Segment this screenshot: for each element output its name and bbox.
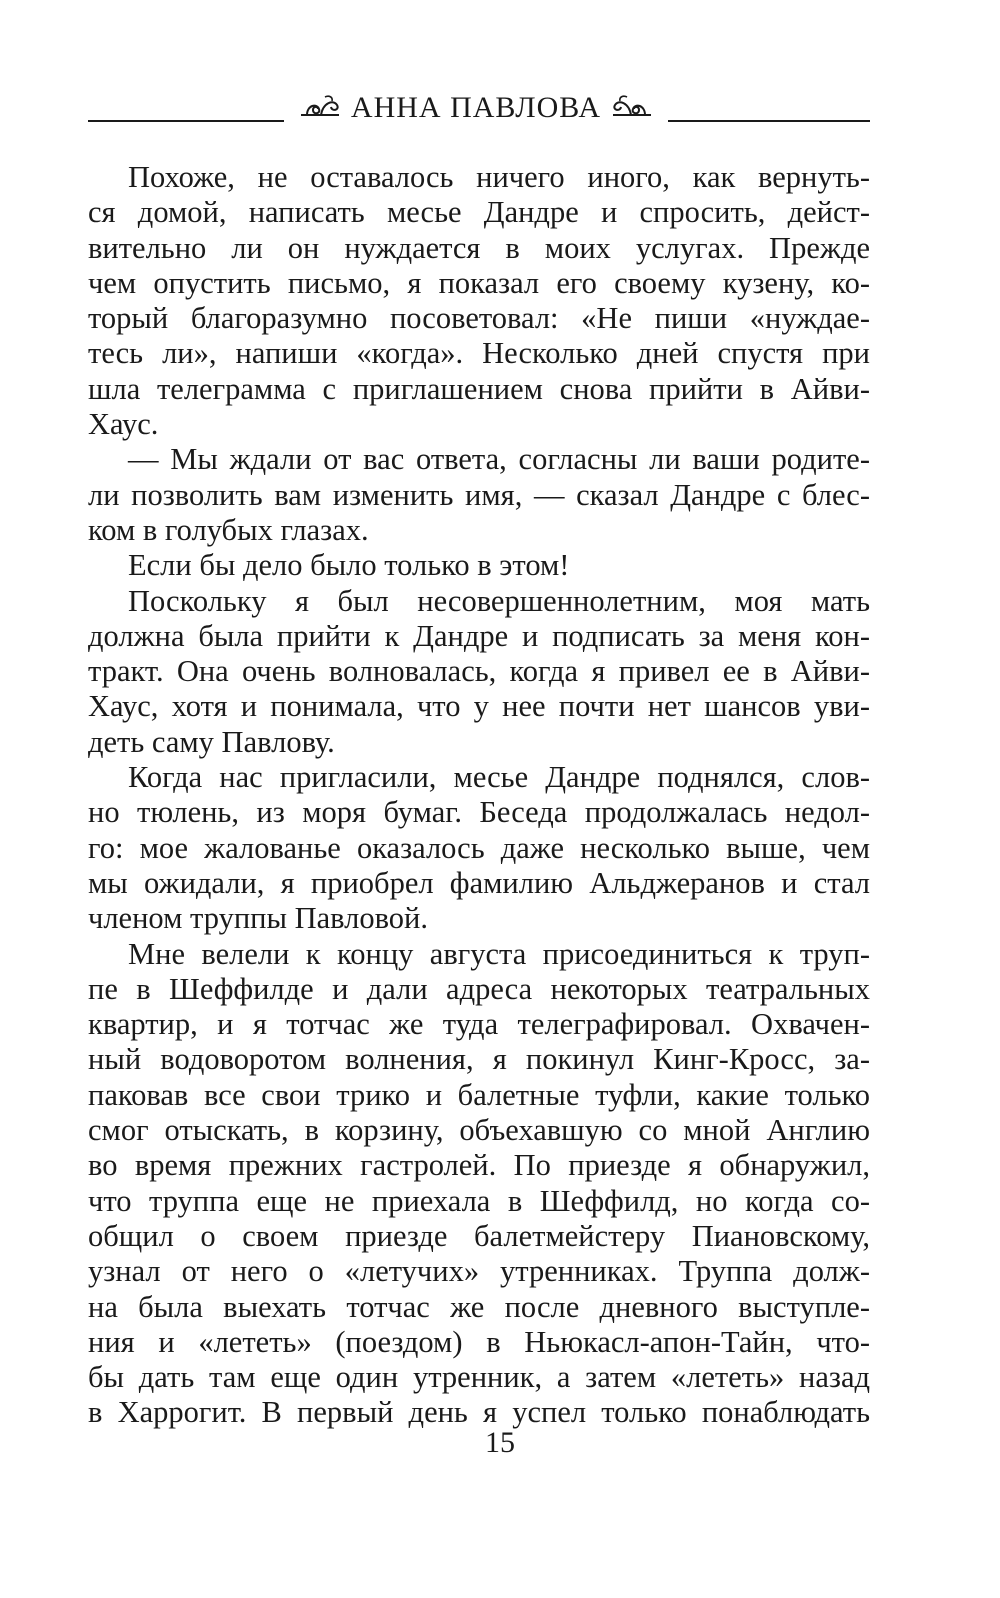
text-line: мы ожидали, я приобрел фамилию Альджеранов и стал (88, 865, 870, 900)
paragraph (88, 760, 870, 936)
text-line: ный водоворотом волнения, я покинул Кинг-Кросс, за- (88, 1042, 870, 1077)
text-line: вительно ли он нуждается в моих услугах. Прежде (88, 230, 870, 265)
running-header (88, 84, 870, 128)
paragraph (88, 160, 870, 442)
paragraph (88, 584, 870, 760)
text-line: паковав все свои трико и балетные туфли, какие только (88, 1077, 870, 1112)
text-line: узнал от него о «летучих» утренниках. Труппа долж- (88, 1254, 870, 1289)
text-line: бы дать там еще один утренник, а затем «лететь» назад (88, 1360, 870, 1395)
text-line: ся домой, написать месье Дандре и спросить, дейст- (88, 195, 870, 230)
text-line: во время прежних гастролей. По приезде я обнаружил, (88, 1148, 870, 1183)
text-line: ния и «лететь» (поездом) в Ньюкасл-апон-Тайн, что- (88, 1324, 870, 1359)
swirl-flourish-icon (611, 93, 653, 119)
text-line: Хаус, хотя и понимала, что у нее почти нет шансов уви- (88, 689, 870, 724)
text-line: чем опустить письмо, я показал его своему кузену, ко- (88, 265, 870, 300)
text-line: но тюлень, из моря бумаг. Беседа продолжалась недол- (88, 795, 870, 830)
header-title-group (284, 84, 668, 128)
text-line: смог отыскать, в корзину, объехавшую со мной Англию (88, 1113, 870, 1148)
text-line: Если бы дело было только в этом! (128, 548, 570, 583)
body-text (88, 160, 870, 1431)
text-line: должна была прийти к Дандре и подписать за меня кон- (88, 618, 870, 653)
running-title: АННА ПАВЛОВА (350, 91, 602, 124)
text-line: что труппа еще не приехала в Шеффилд, но когда со- (88, 1183, 870, 1218)
text-line: членом труппы Павловой. (88, 901, 428, 936)
text-line: го: мое жалованье оказалось даже несколько выше, чем (88, 830, 870, 865)
text-line: пе в Шеффилде и дали адреса некоторых театральных (88, 971, 870, 1006)
text-line: квартир, и я тотчас же туда телеграфировал. Охвачен- (88, 1007, 870, 1042)
header-rule-left (88, 120, 284, 122)
text-line: Похоже, не оставалось ничего иного, как вернуть- (128, 160, 870, 194)
swirl-flourish-icon (299, 93, 341, 119)
text-line: шла телеграмма с приглашением снова прийти в Айви- (88, 371, 870, 406)
text-line: на была выехать тотчас же после дневного выступле- (88, 1289, 870, 1324)
text-line: ли позволить вам изменить имя, — сказал Дандре с блес- (88, 477, 870, 512)
page-number: 15 (485, 1426, 515, 1459)
text-line: тесь ли», напиши «когда». Несколько дней спустя при (88, 336, 870, 371)
paragraph (88, 937, 870, 1431)
text-line: — Мы ждали от вас ответа, согласны ли ваши родите- (128, 442, 870, 477)
text-line: Поскольку я был несовершеннолетним, моя мать (128, 583, 870, 618)
text-line: общил о своем приезде балетмейстеру Пиановскому, (88, 1218, 870, 1253)
text-line: Когда нас пригласили, месье Дандре поднялся, слов- (128, 760, 870, 795)
paragraph (88, 442, 870, 548)
header-rule-right (668, 120, 870, 122)
text-line: Мне велели к концу августа присоединиться к труп- (128, 936, 870, 971)
text-line: торый благоразумно посоветовал: «Не пиши «нуждае- (88, 301, 870, 336)
text-line: тракт. Она очень волновалась, когда я привел ее в Айви- (88, 654, 870, 689)
text-line: в Харрогит. В первый день я успел только понаблюдать (88, 1395, 870, 1430)
text-line: ком в голубых глазах. (88, 512, 369, 547)
text-line: Хаус. (88, 407, 159, 442)
paragraph (88, 548, 870, 583)
text-line: деть саму Павлову. (88, 724, 335, 759)
